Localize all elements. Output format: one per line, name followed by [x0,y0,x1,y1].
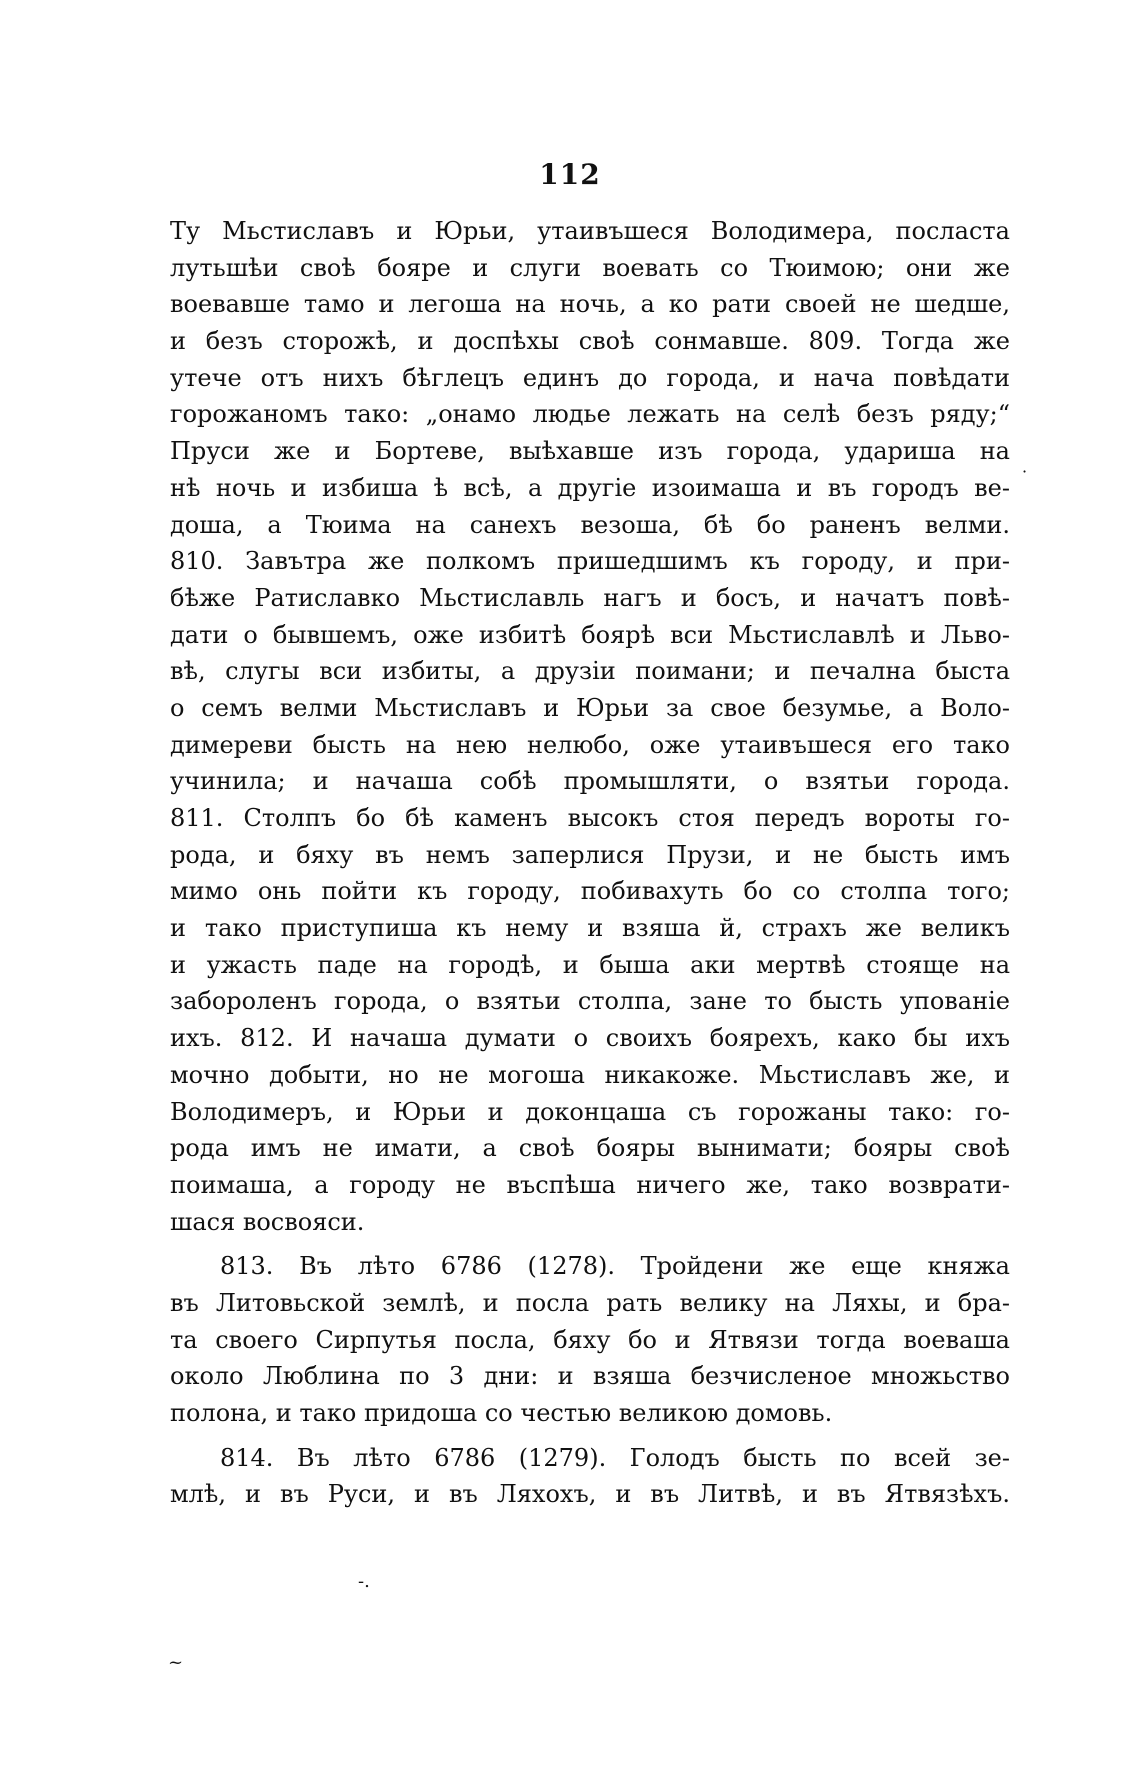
text-line: и ужасть паде на городѣ, и быша аки мертвѣ стояще на [170,950,1010,979]
print-speck: · [1022,462,1028,481]
text-line: млѣ, и въ Руси, и въ Ляхохъ, и въ Литвѣ, и въ Ятвязѣхъ. [170,1480,1010,1509]
text-line: 810. Завътра же полкомъ пришедшимъ къ городу, и при- [170,547,1010,576]
text-line: въ Литовьской землѣ, и посла рать велику на Ляхы, и бра- [170,1288,1010,1317]
page-number: 112 [539,158,601,191]
text-line: бѣже Ратиславко Мьстиславль нагъ и босъ, и начатъ повѣ- [170,583,1010,612]
text-line: воевавше тамо и легоша на ночь, а ко рати своей не шедше, [170,290,1010,319]
text-line: мочно добыти, но не могоша никакоже. Мьстиславъ же, и [170,1060,1010,1089]
text-line: та своего Сирпутья посла, бяху бо и Ятвязи тогда воеваша [170,1325,1010,1354]
text-line: Ту Мьстиславъ и Юрьи, утаивъшеся Володимера, посласта [170,217,1010,245]
text-line: около Люблина по 3 дни: и взяша безчисленое множьство [170,1362,1010,1391]
text-line: поимаша, а городу не въспѣша ничего же, тако возврати- [170,1170,1010,1199]
text-line: учинила; и начаша собѣ промышляти, о взятьи города. [170,767,1010,796]
text-line: утече отъ нихъ бѣглецъ единъ до города, и нача повѣдати [170,363,1010,392]
text-line: лутьшѣи своѣ бояре и слуги воевать со Тюимою; они же [170,253,1010,282]
text-line: и тако приступиша къ нему и взяша й, страхъ же великъ [170,914,1010,943]
text-line: 814. Въ лѣто 6786 (1279). Голодъ бысть по всей зе- [220,1443,1010,1472]
text-line: горожаномъ тако: „онамо людье лежать на селѣ безъ ряду;“ [170,400,1010,429]
text-line: рода имъ не имати, а своѣ бояры вынимати; бояры своѣ [170,1134,1010,1163]
text-line: 813. Въ лѣто 6786 (1278). Тройдени же еще княжа [220,1252,1010,1281]
text-line: полона, и тако придоша со честью великою домовь. [170,1399,833,1427]
text-line: мимо онь пойти къ городу, побивахуть бо со столпа того; [170,877,1010,906]
text-line: ихъ. 812. И начаша думати о своихъ боярехъ, како бы ихъ [170,1024,1010,1053]
print-speck: -. [358,1571,370,1592]
text-line: забороленъ города, о взятьи столпа, зане то бысть упованіе [170,987,1010,1016]
text-line: нѣ ночь и избиша ѣ всѣ, а другіе изоимаша и въ городъ ве- [170,473,1010,502]
print-speck: ~ [168,1652,184,1673]
text-line: димереви бысть на нею нелюбо, оже утаивъшеся его тако [170,730,1010,759]
text-line: о семъ велми Мьстиславъ и Юрьи за свое безумье, а Воло- [170,693,1010,722]
text-line: доша, а Тюима на санехъ везоша, бѣ бо раненъ велми. [170,510,1010,539]
text-line: дати о бывшемъ, оже избитѣ боярѣ вси Мьстиславлѣ и Льво- [170,620,1010,649]
body-text [170,213,1010,1513]
text-line: Володимеръ, и Юрьи и доконцаша съ горожаны тако: го- [170,1097,1010,1126]
text-line: Пруси же и Бортеве, выѣхавше изъ города, удариша на [170,437,1010,466]
text-line: 811. Столпъ бо бѣ каменъ высокъ стоя передъ вороты го- [170,804,1010,832]
text-line: и безъ сторожѣ, и доспѣхы своѣ сонмавше. 809. Тогда же [170,327,1010,356]
text-line: шася восвояси. [170,1207,365,1236]
text-line: рода, и бяху въ немъ заперлися Прузи, и не бысть имъ [170,840,1010,869]
text-line: вѣ, слугы вси избиты, а друзіи поимани; и печална быста [170,657,1010,686]
